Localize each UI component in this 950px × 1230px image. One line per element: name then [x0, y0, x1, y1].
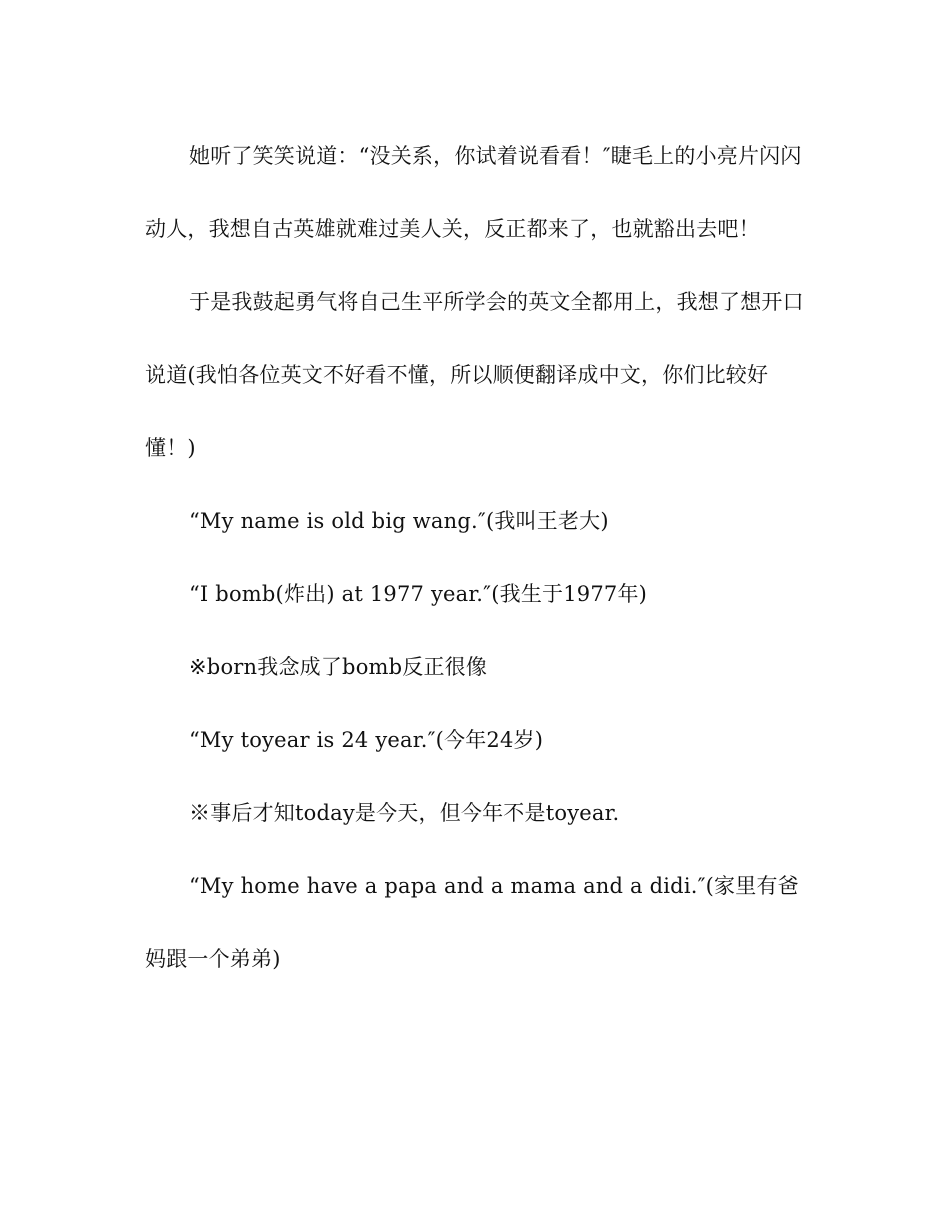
paragraph-7: ※事后才知today是今天，但今年不是toyear. [189, 801, 620, 825]
paragraph-1: 她听了笑笑说道：“没关系，你试着说看看！″睫毛上的小亮片闪闪动人，我想自古英雄就难过美人关，反正都来了，也就豁出去吧！ [145, 144, 802, 241]
paragraph-6: “My toyear is 24 year.″(今年24岁) [189, 728, 544, 752]
paragraph-4: “I bomb(炸出) at 1977 year.″(我生于1977年) [189, 582, 648, 606]
paragraph-3: “My name is old big wang.″(我叫王老大) [189, 509, 609, 533]
paragraph-8: “My home have a papa and a mama and a didi.″(家里有爸妈跟一个弟弟) [145, 874, 799, 971]
document-body [145, 120, 805, 996]
paragraph-2: 于是我鼓起勇气将自己生平所学会的英文全都用上，我想了想开口说道(我怕各位英文不好看不懂，所以顺便翻译成中文，你们比较好懂！) [145, 290, 804, 460]
paragraph-5: ※born我念成了bomb反正很像 [189, 655, 488, 679]
